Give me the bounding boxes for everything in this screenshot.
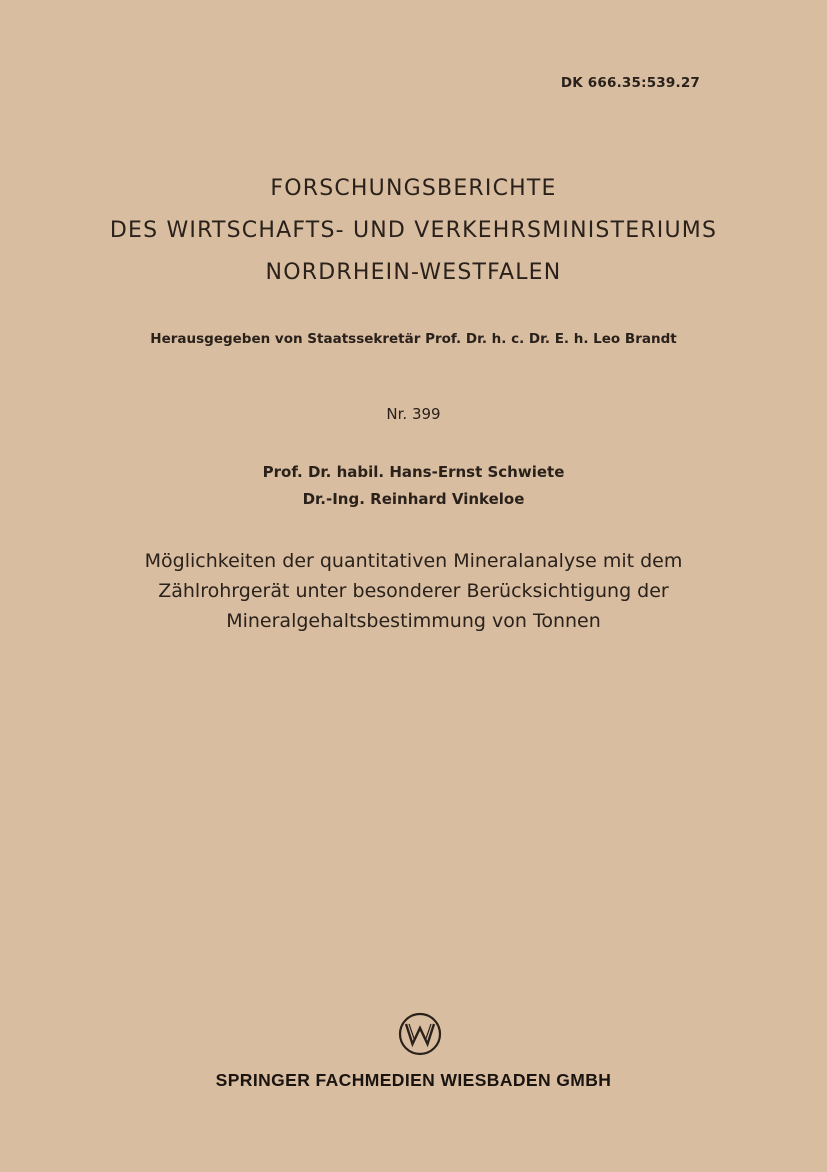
classification-code: DK 666.35:539.27 [560, 75, 700, 91]
series-line-2: DES WIRTSCHAFTS- UND VERKEHRSMINISTERIUMS [109, 218, 718, 243]
publisher-name: SPRINGER FACHMEDIEN WIESBADEN GMBH [215, 1070, 612, 1090]
title-line-2: Zählrohrgerät unter besonderer Berücksichtigung der [158, 580, 669, 602]
author-1: Prof. Dr. habil. Hans-Ernst Schwiete [262, 463, 565, 481]
editor-line: Herausgegeben von Staatssekretär Prof. Dr. h. c. Dr. E. h. Leo Brandt [150, 331, 677, 347]
title-line-1: Möglichkeiten der quantitativen Mineralanalyse mit dem [144, 550, 683, 572]
series-line-3: NORDRHEIN-WESTFALEN [265, 260, 562, 285]
series-line-1: FORSCHUNGSBERICHTE [270, 176, 557, 201]
springer-vw-logo-icon [398, 1012, 442, 1056]
authors [0, 459, 827, 513]
report-number: Nr. 399 [386, 405, 441, 423]
report-title [0, 546, 827, 636]
author-2: Dr.-Ing. Reinhard Vinkeloe [302, 490, 525, 508]
title-line-3: Mineralgehaltsbestimmung von Tonnen [226, 610, 601, 632]
series-title [0, 168, 827, 294]
